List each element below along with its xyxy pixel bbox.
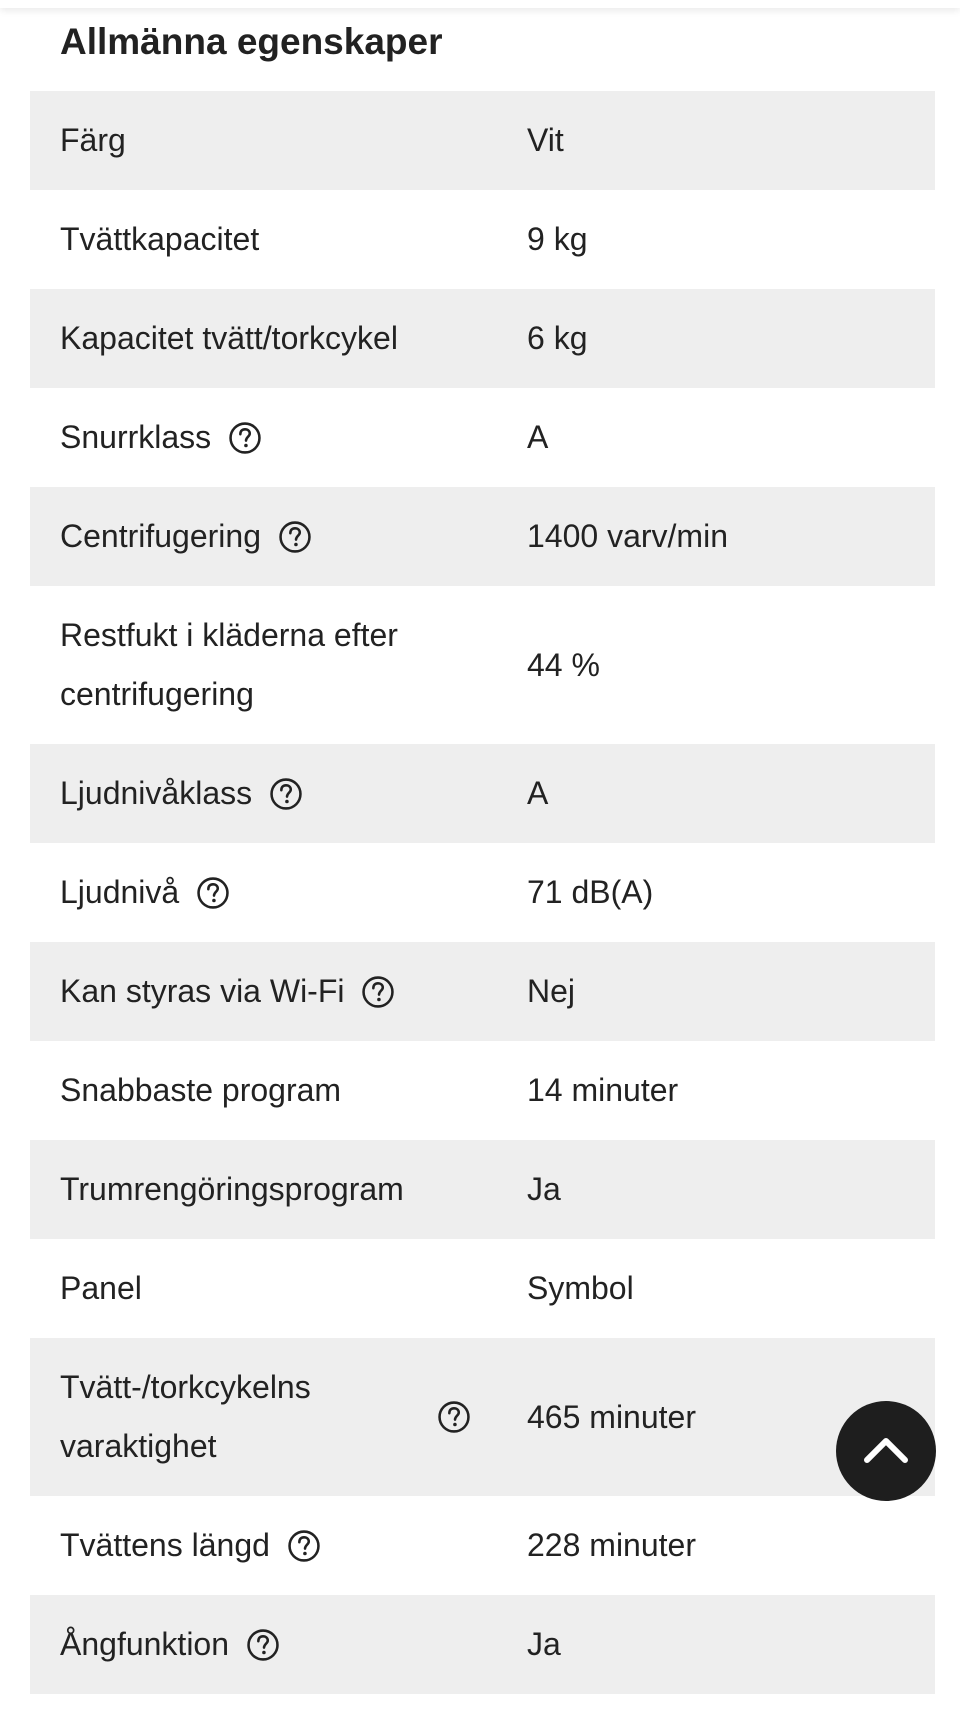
spec-row-tvattens-langd: [30, 1496, 935, 1595]
spec-label: Snabbaste program: [60, 1072, 342, 1108]
question-circle-icon[interactable]: [246, 1628, 280, 1662]
spec-label: Ångfunktion: [30, 1615, 527, 1674]
spec-row-trumrengoringsprogram: [30, 1140, 935, 1239]
spec-row-angfunktion: [30, 1595, 935, 1694]
spec-value: 465 minuter: [527, 1398, 696, 1435]
spec-value: 6 kg: [527, 320, 588, 356]
spec-value: Ja: [527, 1171, 561, 1207]
spec-label: Tvättens längd: [30, 1516, 527, 1575]
spec-row-snabbaste-program: [30, 1041, 935, 1140]
spec-row-tvattkapacitet: [30, 190, 935, 289]
spec-label: Tvätt-/torkcykelns varaktighet: [30, 1358, 527, 1476]
section-title: Allmänna egenskaper: [60, 21, 443, 62]
spec-value: A: [527, 775, 549, 811]
spec-label: Centrifugering: [30, 507, 527, 566]
spec-label: Ljudnivåklass: [30, 764, 527, 823]
question-circle-icon[interactable]: [278, 520, 312, 554]
spec-value: A: [527, 419, 549, 455]
spec-label: Restfukt i kläderna efter centrifugering: [60, 617, 398, 712]
spec-value: 1400 varv/min: [527, 518, 728, 554]
spec-table: [30, 91, 935, 1694]
spec-label: Kapacitet tvätt/torkcykel: [60, 320, 398, 356]
spec-label: Färg: [60, 122, 126, 158]
spec-row-centrifugering: [30, 487, 935, 586]
spec-row-snurrklass: [30, 388, 935, 487]
spec-label: Tvättkapacitet: [60, 221, 260, 257]
spec-value: Ja: [527, 1626, 561, 1662]
spec-label: Kan styras via Wi-Fi: [30, 962, 527, 1021]
spec-row-ljudniva: [30, 843, 935, 942]
spec-row-ljudnivaklass: [30, 744, 935, 843]
spec-label: Snurrklass: [30, 408, 527, 467]
question-circle-icon[interactable]: [269, 777, 303, 811]
spec-value: 228 minuter: [527, 1527, 696, 1563]
spec-value: Nej: [527, 973, 576, 1009]
spec-value: Symbol: [527, 1270, 634, 1306]
spec-value: 14 minuter: [527, 1072, 679, 1108]
chevron-up-icon: [861, 1426, 911, 1476]
header-shadow: [0, 0, 960, 8]
spec-row-farg: [30, 91, 935, 190]
scroll-to-top-button[interactable]: [836, 1401, 936, 1501]
spec-value: 71 dB(A): [527, 874, 654, 910]
spec-row-restfukt: [30, 586, 935, 744]
spec-value: 9 kg: [527, 221, 588, 257]
question-circle-icon[interactable]: [437, 1400, 471, 1434]
question-circle-icon[interactable]: [228, 421, 262, 455]
question-circle-icon[interactable]: [287, 1529, 321, 1563]
question-circle-icon[interactable]: [196, 876, 230, 910]
spec-label: Panel: [60, 1270, 142, 1306]
spec-label: Trumrengöringsprogram: [60, 1171, 404, 1207]
spec-row-kapacitet-tvatt-torkcykel: [30, 289, 935, 388]
spec-value: 44 %: [527, 646, 600, 683]
spec-label: Ljudnivå: [30, 863, 527, 922]
spec-row-panel: [30, 1239, 935, 1338]
spec-row-wifi: [30, 942, 935, 1041]
question-circle-icon[interactable]: [361, 975, 395, 1009]
spec-row-tvatt-torkcykelns-varaktighet: [30, 1338, 935, 1496]
spec-value: Vit: [527, 122, 564, 158]
